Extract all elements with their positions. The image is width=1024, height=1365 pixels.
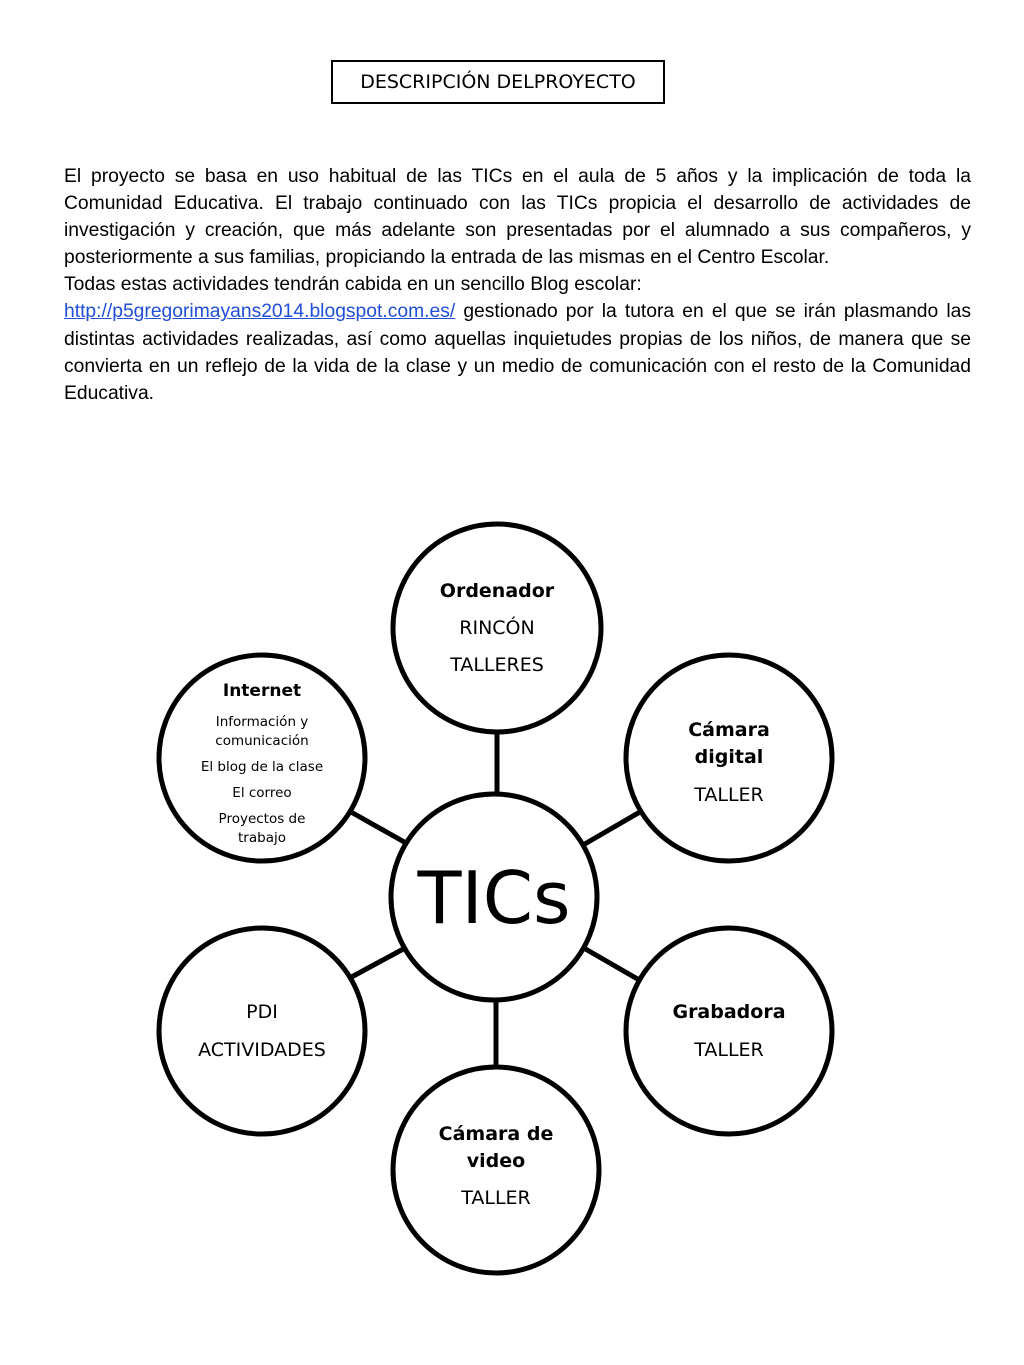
- pdi-line2: ACTIVIDADES: [198, 1039, 326, 1061]
- project-title: DESCRIPCIÓN DELPROYECTO: [331, 60, 665, 104]
- node-grabadora: [626, 928, 832, 1134]
- node-pdi: [159, 928, 365, 1134]
- blog-intro: Todas estas actividades tendrán cabida en un sencillo Blog escolar:: [64, 274, 642, 296]
- internet-item-1b: comunicación: [215, 733, 309, 749]
- description-paragraph-1: El proyecto se basa en uso habitual de las TICs en el aula de 5 años y la implicación de toda la Comunidad Educativa. El trabajo continuado con las TICs propicia el desarrollo de actividades de investigación y creación, que más adelante son presentadas por el alumnado a sus compañeros, y posteriormente a sus familias, propiciando la entrada de las mismas en el Centro Escolar.: [64, 166, 971, 269]
- camara-video-title-line2: video: [466, 1150, 526, 1172]
- grabadora-line1: TALLER: [694, 1039, 764, 1061]
- internet-item-4a: Proyectos de: [218, 811, 306, 827]
- camara-digital-title-line2: digital: [694, 746, 764, 768]
- camara-digital-line1: TALLER: [694, 784, 764, 806]
- connector-grabadora: [582, 947, 641, 981]
- internet-item-2: El blog de la clase: [200, 759, 324, 775]
- pdi-line1: PDI: [246, 1001, 278, 1023]
- camara-video-title-line1: Cámara de: [438, 1123, 554, 1145]
- internet-item-3: El correo: [232, 785, 292, 801]
- blog-description: gestionado por la tutora en el que se irán plasmando las distintas actividades realizadas, así como aquellas inquietudes propias de los niños, de manera que se convierta en un reflejo de la vida de la clase y un medio de comunicación con el resto de la Comunidad Educativa.: [64, 301, 971, 404]
- connector-pdi: [346, 947, 407, 980]
- camara-video-line1: TALLER: [461, 1187, 531, 1209]
- connector-internet: [351, 812, 406, 843]
- internet-item-4b: trabajo: [238, 830, 286, 846]
- ordenador-line1: RINCÓN: [459, 617, 535, 639]
- internet-item-1a: Información y: [215, 714, 309, 730]
- ordenador-line2: TALLERES: [450, 654, 544, 676]
- internet-title: Internet: [222, 681, 302, 701]
- grabadora-title: Grabadora: [672, 1001, 786, 1023]
- blog-link[interactable]: http://p5gregorimayans2014.blogspot.com.es/: [64, 301, 456, 323]
- center-label: TICs: [417, 856, 571, 940]
- ordenador-title: Ordenador: [439, 580, 555, 602]
- camara-digital-title-line1: Cámara: [688, 719, 770, 741]
